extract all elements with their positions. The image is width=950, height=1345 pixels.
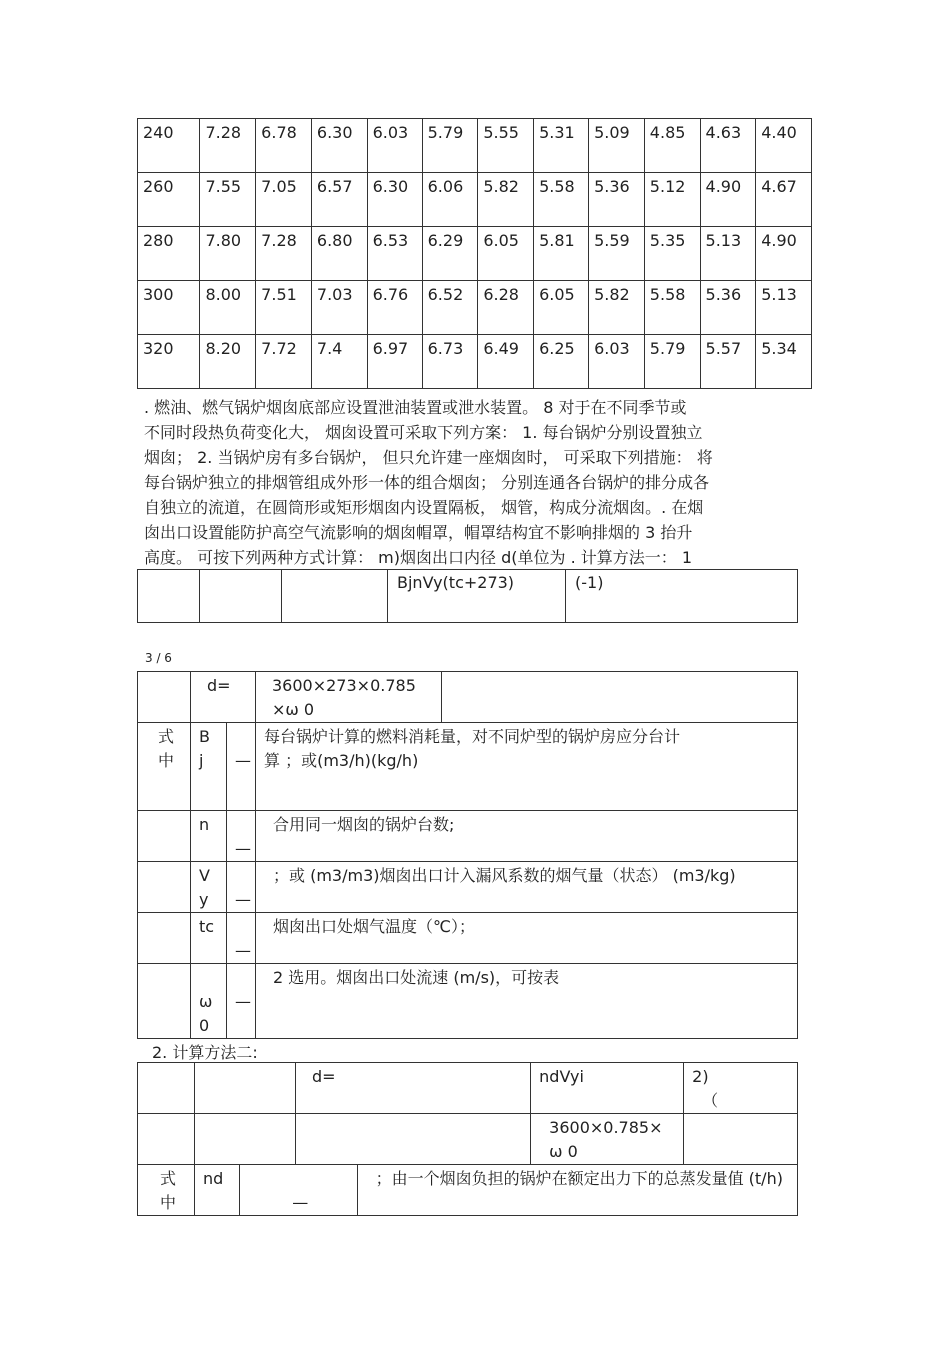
table-cell: 6.49 [478, 335, 534, 389]
formula1-numerator-table [137, 569, 798, 623]
var-symbol-omega0: ω 0 [191, 964, 227, 1039]
formula2-lhs: d= [295, 1063, 530, 1114]
table-cell: 6.30 [311, 119, 367, 173]
formula2-equation-number: 2) [692, 1067, 709, 1086]
table-cell: 5.36 [589, 173, 645, 227]
page-number: 3 / 6 [145, 651, 172, 665]
table-cell: 4.90 [756, 227, 812, 281]
table-row [138, 173, 812, 227]
table-cell: 4.85 [644, 119, 700, 173]
row-header-cell: 240 [138, 119, 200, 173]
method2-title: 2. 计算方法二: [152, 1043, 258, 1062]
table-cell: 6.29 [422, 227, 478, 281]
paragraph-line: 不同时段热负荷变化大， 烟囱设置可采取下列方案： 1. 每台锅炉分别设置独立 [144, 423, 703, 442]
table-cell: 6.80 [311, 227, 367, 281]
table-cell: 6.06 [422, 173, 478, 227]
formula2-denominator-2: ω 0 [549, 1142, 578, 1161]
table-cell: 6.05 [534, 281, 589, 335]
row-header-cell: 260 [138, 173, 200, 227]
table-cell: 5.09 [589, 119, 645, 173]
dash: — [227, 723, 256, 811]
var-symbol-bj: B j [191, 723, 227, 811]
dash: — [227, 862, 256, 913]
formula2-equation-paren: （ [702, 1091, 719, 1110]
var-symbol-nd: nd [195, 1165, 240, 1216]
paragraph-line: 囱出口设置能防护高空气流影响的烟囱帽罩，帽罩结构宜不影响排烟的 3 抬升 [144, 523, 693, 542]
formula1-numerator: BjnVy(tc+273) [388, 570, 566, 623]
table-cell: 5.79 [422, 119, 478, 173]
dash: — [227, 913, 256, 964]
table-cell: 5.55 [478, 119, 534, 173]
formula2-table [137, 1062, 798, 1216]
table-cell: 5.59 [589, 227, 645, 281]
table-cell: 7.55 [200, 173, 256, 227]
table-cell: 7.28 [200, 119, 256, 173]
formula1-table [137, 671, 798, 1039]
var-desc-vy: ；或 (m3/m3)烟囱出口计入漏风系数的烟气量（状态） (m3/kg) [256, 862, 798, 913]
row-header-cell: 300 [138, 281, 200, 335]
table-cell: 5.13 [756, 281, 812, 335]
table-cell: 4.40 [756, 119, 812, 173]
var-desc-n: 合用同一烟囱的锅炉台数; [256, 811, 798, 862]
table-cell: 5.13 [700, 227, 756, 281]
table-cell: 8.00 [200, 281, 256, 335]
table-cell: 5.81 [534, 227, 589, 281]
table-cell: 7.51 [256, 281, 312, 335]
var-desc-bj: 每台锅炉计算的燃料消耗量，对不同炉型的锅炉房应分台计 算 ；或(m3/h)(kg/h) [256, 723, 798, 811]
var-desc-tc: 烟囱出口处烟气温度（℃）； [256, 913, 798, 964]
table-cell: 7.05 [256, 173, 312, 227]
var-desc-nd: ；由一个烟囱负担的锅炉在额定出力下的总蒸发量值 (t/h) [357, 1165, 797, 1216]
table-cell: 5.58 [534, 173, 589, 227]
table-cell: 6.30 [367, 173, 422, 227]
shi-zhong-label: 式 中 [138, 723, 191, 811]
formula2-denominator-1: 3600×0.785× [549, 1118, 663, 1137]
table-cell: 6.52 [422, 281, 478, 335]
table-cell: 6.73 [422, 335, 478, 389]
dash: — [240, 1165, 358, 1216]
table-cell: 4.90 [700, 173, 756, 227]
paragraph-line: 每台锅炉独立的排烟管组成外形一体的组合烟囱； 分别连通各台锅炉的排分成各 [144, 473, 710, 492]
table-cell: 8.20 [200, 335, 256, 389]
table-cell: 5.58 [644, 281, 700, 335]
table-cell: 7.03 [311, 281, 367, 335]
table-cell: 6.25 [534, 335, 589, 389]
dash: — [227, 811, 256, 862]
dash: — [227, 964, 256, 1039]
var-symbol-n: n [191, 811, 227, 862]
var-symbol-tc: tc [191, 913, 227, 964]
table-cell: 6.53 [367, 227, 422, 281]
table-cell: 6.28 [478, 281, 534, 335]
formula1-lhs: d= [191, 672, 256, 723]
table-cell: 6.97 [367, 335, 422, 389]
table-cell: 7.80 [200, 227, 256, 281]
table-cell: 7.4 [311, 335, 367, 389]
table-cell: 6.57 [311, 173, 367, 227]
table-cell: 7.72 [256, 335, 312, 389]
table-cell: 4.63 [700, 119, 756, 173]
table-cell: 4.67 [756, 173, 812, 227]
var-desc-omega0: 2 选用。烟囱出口处流速 (m/s)，可按表 [256, 964, 798, 1039]
table-row [138, 227, 812, 281]
table-cell: 5.82 [478, 173, 534, 227]
table-cell: 5.31 [534, 119, 589, 173]
paragraph-line: 高度。 可按下列两种方式计算： m)烟囱出口内径 d(单位为 . 计算方法一： 1 [144, 548, 693, 567]
table-row [138, 281, 812, 335]
table-cell: 5.35 [644, 227, 700, 281]
table-cell: 5.82 [589, 281, 645, 335]
shi-zhong-label: 式 中 [138, 1165, 195, 1216]
paragraph-line: 自独立的流道，在圆筒形或矩形烟囱内设置隔板， 烟管，构成分流烟囱。. 在烟 [144, 498, 704, 517]
table-cell: 6.05 [478, 227, 534, 281]
row-header-cell: 320 [138, 335, 200, 389]
table-row [138, 335, 812, 389]
table-cell: 6.78 [256, 119, 312, 173]
formula1-equation-number: (-1) [566, 570, 798, 623]
var-symbol-vy: V y [191, 862, 227, 913]
data-table-top [137, 118, 812, 389]
table-cell: 7.28 [256, 227, 312, 281]
table-cell: 6.03 [367, 119, 422, 173]
table-cell: 5.79 [644, 335, 700, 389]
table-cell: 5.57 [700, 335, 756, 389]
paragraph-line: . 燃油、燃气锅炉烟囱底部应设置泄油装置或泄水装置。 8 对于在不同季节或 [144, 398, 687, 417]
table-row [138, 119, 812, 173]
formula2-numerator: ndVyi [531, 1063, 684, 1114]
table-cell: 5.36 [700, 281, 756, 335]
table-cell: 5.12 [644, 173, 700, 227]
table-cell: 6.03 [589, 335, 645, 389]
paragraph-line: 烟囱； 2. 当锅炉房有多台锅炉， 但只允许建一座烟囱时， 可采取下列措施： 将 [144, 448, 713, 467]
formula1-denominator-1: 3600×273×0.785 [272, 676, 416, 695]
paragraph-text [144, 395, 814, 570]
row-header-cell: 280 [138, 227, 200, 281]
formula1-denominator-2: ×ω 0 [272, 700, 315, 719]
table-cell: 5.34 [756, 335, 812, 389]
table-cell: 6.76 [367, 281, 422, 335]
